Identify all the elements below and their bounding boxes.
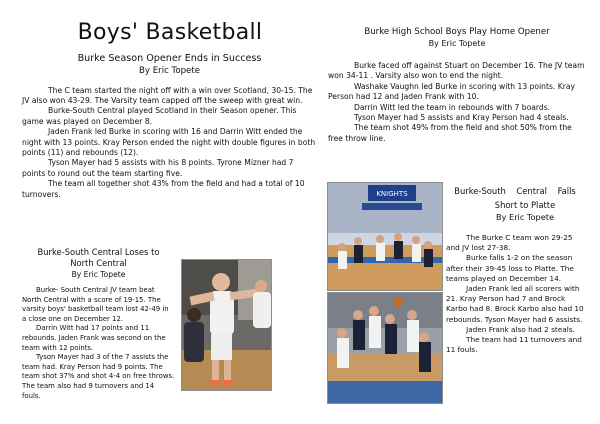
article-headline: Burke-South Central Falls	[454, 186, 576, 196]
article-paragraph: Darrin Witt had 17 points and 11 rebounds. Jaden Frank was second on the team with 12 points.	[22, 324, 166, 352]
article-paragraph: The Burke C team won 29-25 and JV lost 27-38.	[446, 233, 573, 253]
photo-rebound-action	[327, 292, 443, 404]
article-headline: Burke-South Central Loses to North Central	[37, 247, 160, 268]
gym-banner-text: KNIGHTS	[376, 190, 408, 198]
article-paragraph: The team all together shot 43% from the field and had a total of 10 turnovers.	[22, 179, 305, 199]
photo-rebound-action-image	[328, 293, 442, 403]
photo-game-action	[181, 259, 272, 391]
article-paragraph: The team shot 49% from the field and shot 50% from the free throw line.	[328, 123, 572, 143]
article-byline: By Eric Topete	[71, 270, 126, 279]
article-byline: By Eric Topete	[428, 39, 486, 48]
article-paragraph: Tyson Mayer had 3 of the 7 assists the team had. Kray Person had 9 points. The team shot 37% and shot 4-4 on free throws. The team also had 9 turnovers and 14 fouls.	[22, 353, 175, 400]
article-home-opener	[328, 27, 586, 144]
article-byline: By Eric Topete	[139, 65, 200, 76]
page-title: Boys' Basketball	[77, 20, 263, 45]
photo-game-action-image	[182, 260, 271, 390]
article-paragraph: Tyson Mayer had 5 assists with his 8 points. Tyrone Mizner had 7 points to round out the team starting five.	[22, 158, 294, 178]
article-season-opener	[22, 53, 317, 200]
article-paragraph: Tyson Mayer had 5 assists and Kray Person had 4 steals.	[354, 113, 569, 123]
photo-gym-game	[327, 182, 443, 291]
article-paragraph: Burke falls 1-2 on the season after their 39-45 loss to Platte. The teams played on December 14.	[446, 253, 574, 283]
article-paragraph: Burke- South Central JV team beat North Central with a score of 19-15. The varsity boys' basketball team lost 42-49 in a close one on December 12.	[22, 286, 169, 323]
article-paragraph: The team had 11 turnovers and 11 fouls.	[446, 335, 582, 355]
article-byline: By Eric Topete	[495, 212, 555, 222]
photo-gym-game-image	[328, 183, 442, 290]
article-paragraph: The C team started the night off with a win over Scotland, 30-15. The JV also won 43-29. The Varsity team capped off the sweep with great win.	[22, 85, 313, 105]
article-headline: Short to Platte	[494, 200, 556, 210]
article-headline: Burke Season Opener Ends in Success	[77, 53, 262, 64]
article-loses-to-north-central	[22, 247, 175, 401]
article-paragraph: Washake Vaughn led Burke in scoring with 13 points. Kray Person had 12 and Jaden Frank with 10.	[328, 81, 576, 102]
article-paragraph: Jaden Frank led all scorers with 21. Kray Person had 7 and Brock Karbo had 8. Brock Karbo also had 10 rebounds. Tyson Mayer had 6 assists.	[446, 284, 584, 324]
article-paragraph: Darrin Witt led the team in rebounds with 7 boards.	[354, 102, 551, 112]
article-paragraph: Jaden Frank also had 2 steals.	[466, 324, 575, 334]
article-paragraph: Burke-South Central played Scotland in their Season opener. This game was played on December 8.	[22, 106, 297, 126]
article-paragraph: Jaden Frank led Burke in scoring with 16 and Darrin Witt ended the night with 13 points. Kray Person ended the night with double figures in both points (11) and rebounds (12).	[22, 127, 316, 157]
article-headline: Burke High School Boys Play Home Opener	[364, 27, 550, 37]
article-paragraph: Burke faced off against Stuart on December 16. The JV team won 34-11 . Varsity also won to end the night.	[328, 61, 585, 81]
article-falls-to-platte	[446, 184, 584, 355]
